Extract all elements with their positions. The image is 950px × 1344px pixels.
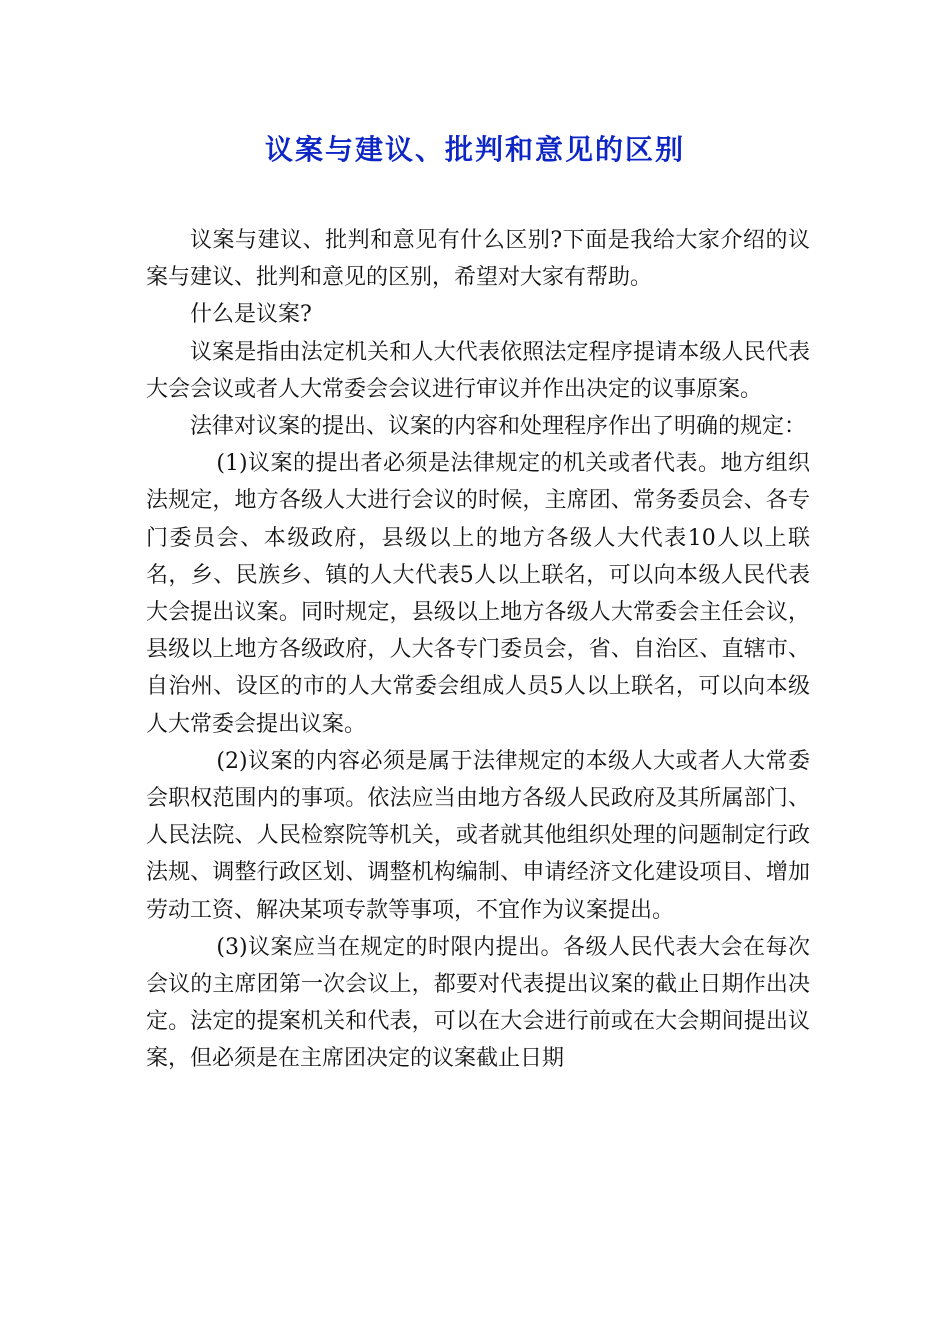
paragraph-rule-2: (2)议案的内容必须是属于法律规定的本级人大或者人大常委会职权范围内的事项。依法应当由地方各级人民政府及其所属部门、人民法院、人民检察院等机关，或者就其他组织处理的问题制定行政法规、调整行政区划、调整机构编制、申请经济文化建设项目、增加劳动工资、解决某项专款等事项，不宜作为议案提出。 [146,748,810,923]
paragraph-rule-3: (3)议案应当在规定的时限内提出。各级人民代表大会在每次会议的主席团第一次会议上，都要对代表提出议案的截止日期作出决定。法定的提案机关和代表，可以在大会进行前或在大会期间提出议案，但必须是在主席团决定的议案截止日期 [146,934,810,1072]
paragraph-law: 法律对议案的提出、议案的内容和处理程序作出了明确的规定： [190,414,807,440]
paragraph-intro: 议案与建议、批判和意见有什么区别?下面是我给大家介绍的议案与建议、批判和意见的区别，希望对大家有帮助。 [146,228,810,291]
document-body [146,222,810,1078]
paragraph-definition: 议案是指由法定机关和人大代表依照法定程序提请本级人民代表大会会议或者人大常委会会议进行审议并作出决定的议事原案。 [146,339,810,402]
document-title: 议案与建议、批判和意见的区别 [264,133,685,166]
paragraph-question: 什么是议案? [190,302,312,328]
paragraph-rule-1: (1)议案的提出者必须是法律规定的机关或者代表。地方组织法规定，地方各级人大进行会议的时候，主席团、常务委员会、各专门委员会、本级政府，县级以上的地方各级人大代表10人以上联名，乡、民族乡、镇的人大代表5人以上联名，可以向本级人民代表大会提出议案。同时规定，县级以上地方各级人大常委会主任会议，县级以上地方各级政府，人大各专门委员会，省、自治区、直辖市、自治州、设区的市的人大常委会组成人员5人以上联名，可以向本级人大常委会提出议案。 [146,451,810,737]
